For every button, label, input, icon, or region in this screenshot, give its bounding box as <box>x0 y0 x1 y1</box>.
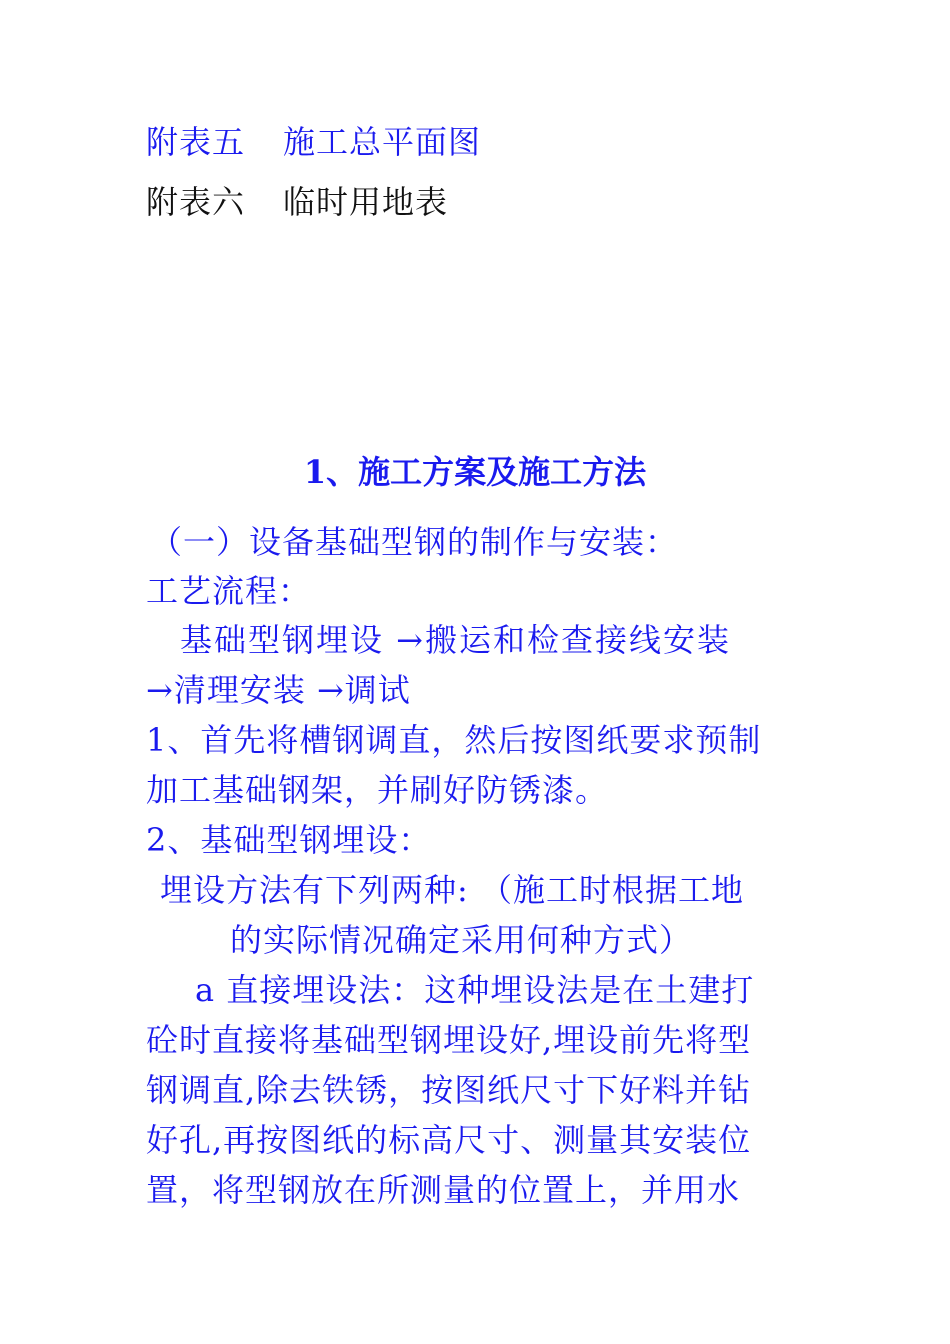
para-a-line: 好孔,再按图纸的标高尺寸、测量其安装位 <box>146 1121 752 1159</box>
appendix-title: 施工总平面图 <box>283 123 482 161</box>
methods-line-1: 埋设方法有下列两种: （施工时根据工地 <box>160 871 744 909</box>
para-a-line: 砼时直接将基础型钢埋设好,埋设前先将型 <box>146 1021 752 1059</box>
section-title: 1、施工方案及施工方法 <box>303 453 647 491</box>
process-label: 工艺流程： <box>146 572 312 610</box>
step2-title: 2、基础型钢埋设： <box>146 821 432 859</box>
appendix-item-5 <box>146 122 481 162</box>
flow-line-2: →清理安装 →调试 <box>146 671 411 709</box>
step1-line-2: 加工基础钢架，并刷好防锈漆。 <box>146 771 609 809</box>
para-a-line: a 直接埋设法：这种埋设法是在土建打 <box>195 971 755 1009</box>
appendix-item-6 <box>146 182 448 222</box>
subsection-title: （一）设备基础型钢的制作与安装： <box>150 523 679 561</box>
appendix-label: 附表六 <box>146 183 246 221</box>
appendix-title: 临时用地表 <box>283 183 449 221</box>
para-a-line: 钢调直,除去铁锈，按图纸尺寸下好料并钻 <box>146 1071 752 1109</box>
flow-line-1: 基础型钢埋设 →搬运和检查接线安装 <box>180 621 731 659</box>
step1-line-1: 1、首先将槽钢调直，然后按图纸要求预制 <box>146 721 762 759</box>
para-a-line: 置，将型钢放在所测量的位置上，并用水 <box>146 1171 741 1209</box>
methods-line-2: 的实际情况确定采用何种方式） <box>230 921 693 959</box>
appendix-label: 附表五 <box>146 123 246 161</box>
